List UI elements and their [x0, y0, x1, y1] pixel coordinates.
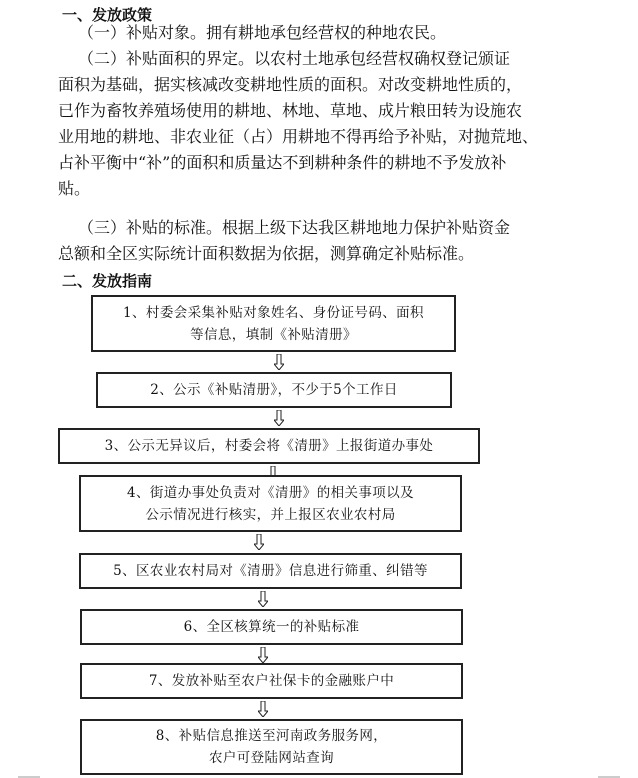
down-arrow-icon [258, 591, 268, 607]
flow-step-6 [80, 609, 463, 645]
section-1-title: 一、发放政策 [62, 6, 153, 24]
paragraph-line: （一）补贴对象。拥有耕地承包经营权的种地农民。 [78, 23, 447, 42]
flow-step-text: 5、区农业农村局对《清册》信息进行筛重、纠错等 [113, 563, 428, 579]
down-arrow-icon [274, 410, 284, 426]
flow-step-text: 2、公示《补贴清册》，不少于5个工作日 [150, 382, 398, 398]
paragraph-subsidy-target [58, 20, 582, 46]
down-arrow-icon [258, 701, 268, 717]
flow-step-text: 等信息，填制《补贴清册》 [190, 326, 357, 343]
flow-step-text: 7、发放补贴至农户社保卡的金融账户中 [148, 673, 395, 689]
flow-step-7 [80, 663, 463, 699]
flow-step-1 [91, 295, 456, 352]
flow-step-text: 8、补贴信息推送至河南政务服务网， [155, 728, 388, 744]
section-2-title: 二、发放指南 [62, 272, 153, 290]
flow-step-2 [96, 372, 452, 408]
down-arrow-icon [258, 647, 268, 663]
flow-step-text: 3、公示无异议后，村委会将《清册》上报街道办事处 [104, 438, 434, 454]
paragraph-subsidy-standard [58, 215, 582, 267]
down-arrow-icon [274, 354, 284, 370]
paragraph-line: 总额和全区实际统计面积数据为依据，测算确定补贴标准。 [58, 244, 475, 263]
paragraph-line: 占补平衡中“补”的面积和质量达不到耕种条件的耕地不予发放补 [58, 153, 507, 172]
flow-step-text: 农户可登陆网站查询 [208, 750, 335, 766]
paragraph-line: （二）补贴面积的界定。以农村土地承包经营权确权登记颁证 [78, 49, 511, 68]
flow-step-text: 4、街道办事处负责对《清册》的相关事项以及 [127, 484, 414, 501]
flow-step-5 [79, 553, 462, 589]
flow-step-3 [58, 428, 480, 464]
flow-step-text: 1、村委会采集补贴对象姓名、身份证号码、面积 [123, 304, 424, 321]
paragraph-line: （三）补贴的标准。根据上级下达我区耕地地力保护补贴资金 [78, 218, 511, 237]
paragraph-line: 贴。 [58, 179, 91, 198]
paragraph-subsidy-area [58, 46, 582, 202]
flow-step-8 [80, 719, 463, 775]
paragraph-line: 已作为畜牧养殖场使用的耕地、林地、草地、成片粮田转为设施农 [58, 101, 523, 120]
paragraph-line: 业用地的耕地、非农业征（占）用耕地不得再给予补贴，对抛荒地、 [58, 127, 539, 146]
paragraph-line: 面积为基础，据实核减改变耕地性质的面积。对改变耕地性质的， [58, 75, 523, 94]
flow-step-4 [79, 475, 462, 532]
flow-step-text: 公示情况进行核实，并上报区农业农村局 [145, 506, 396, 523]
flow-step-text: 6、全区核算统一的补贴标准 [183, 619, 360, 635]
down-arrow-icon [254, 534, 264, 550]
